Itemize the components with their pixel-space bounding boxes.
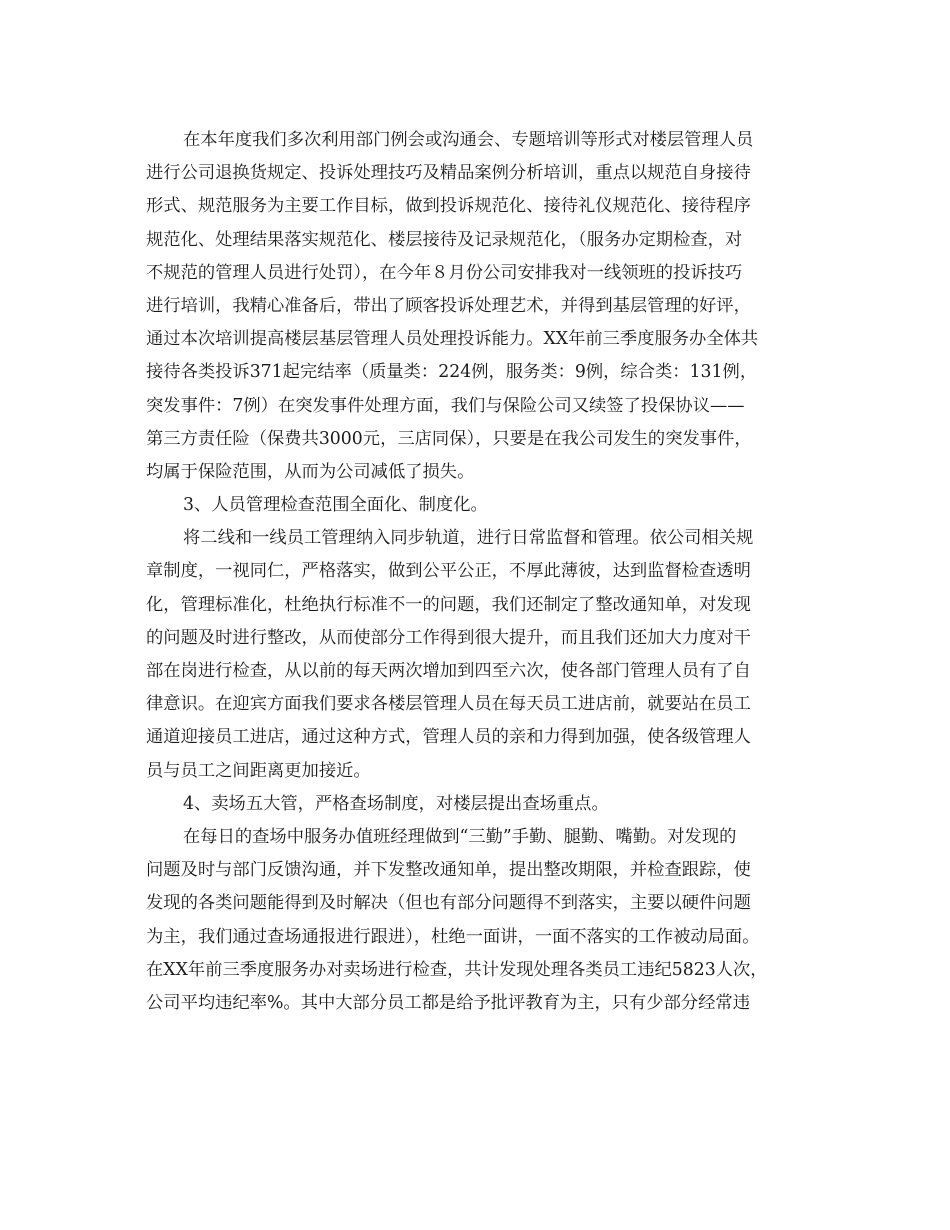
text-line: 规范化、处理结果落实规范化、楼层接待及记录规范化，（服务办定期检查，对	[146, 229, 743, 250]
paragraph-staff-management	[146, 522, 816, 788]
text-line: 将二线和一线员工管理纳入同步轨道，进行日常监督和管理。依公司相关规	[183, 528, 754, 549]
text-line: 在本年度我们多次利用部门例会或沟通会、专题培训等形式对楼层管理人员	[183, 130, 754, 150]
text-line: 问题及时与部门反馈沟通，并下发整改通知单，提出整改期限，并检查跟踪，使	[146, 860, 751, 881]
text-line: 通过本次培训提高楼层基层管理人员处理投诉能力。XX年前三季度服务办全体共	[146, 329, 759, 350]
text-line: 均属于保险范围，从而为公司减低了损失。	[146, 461, 475, 482]
text-line: 接待各类投诉371起完结率（质量类：224例，服务类：9例，综合类：131例，	[146, 362, 758, 383]
paragraph-floor-inspection	[146, 821, 816, 1020]
heading-text: 4、卖场五大管，严格查场制度，对楼层提出查场重点。	[183, 793, 609, 814]
text-line: 律意识。在迎宾方面我们要求各楼层管理人员在每天员工进店前，就要站在员工	[146, 694, 751, 715]
paragraph-complaint-training	[146, 124, 816, 489]
section-heading-3	[146, 489, 816, 522]
text-line: 不规范的管理人员进行处罚），在今年８月份公司安排我对一线领班的投诉技巧	[146, 262, 743, 283]
text-line: 进行公司退换货规定、投诉处理技巧及精品案例分析培训，重点以规范自身接待	[146, 163, 751, 184]
text-line: 在每日的查场中服务办值班经理做到“三勤”手勤、腿勤、嘴勤。对发现的	[183, 826, 737, 847]
text-line: 通道迎接员工进店，通过这种方式，管理人员的亲和力得到加强，使各级管理人	[146, 727, 751, 748]
text-line: 发现的各类问题能得到及时解决（但也有部分问题得不到落实，主要以硬件问题	[146, 893, 751, 914]
document-body	[146, 124, 816, 1020]
text-line: 员与员工之间距离更加接近。	[146, 760, 371, 781]
text-line: 的问题及时进行整改，从而使部分工作得到很大提升，而且我们还加大力度对干	[146, 627, 751, 648]
text-line: 第三方责任险（保费共3000元，三店同保），只要是在我公司发生的突发事件，	[146, 428, 752, 449]
text-line: 部在岗进行检查，从以前的每天两次增加到四至六次，使各部门管理人员有了自	[146, 661, 751, 681]
text-line: 进行培训，我精心准备后，带出了顾客投诉处理艺术，并得到基层管理的好评，	[146, 295, 751, 316]
heading-text: 3、人员管理检查范围全面化、制度化。	[183, 495, 488, 516]
text-line: 章制度，一视同仁，严格落实，做到公平公正，不厚此薄彼，达到监督检查透明	[146, 561, 751, 582]
text-line: 为主，我们通过查场通报进行跟进），杜绝一面讲，一面不落实的工作被动局面。	[146, 926, 760, 947]
text-line: 在XX年前三季度服务办对卖场进行检查，共计发现处理各类员工违纪5823人次，	[146, 959, 768, 980]
text-line: 公司平均违纪率%。其中大部分员工都是给予批评教育为主，只有少部分经常违	[146, 992, 750, 1013]
text-line: 形式、规范服务为主要工作目标，做到投诉规范化、接待礼仪规范化、接待程序	[146, 196, 751, 217]
section-heading-4	[146, 788, 816, 821]
text-line: 突发事件：7例）在突发事件处理方面，我们与保险公司又续签了投保协议——	[146, 395, 745, 416]
text-line: 化，管理标准化，杜绝执行标准不一的问题，我们还制定了整改通知单，对发现	[146, 594, 751, 615]
